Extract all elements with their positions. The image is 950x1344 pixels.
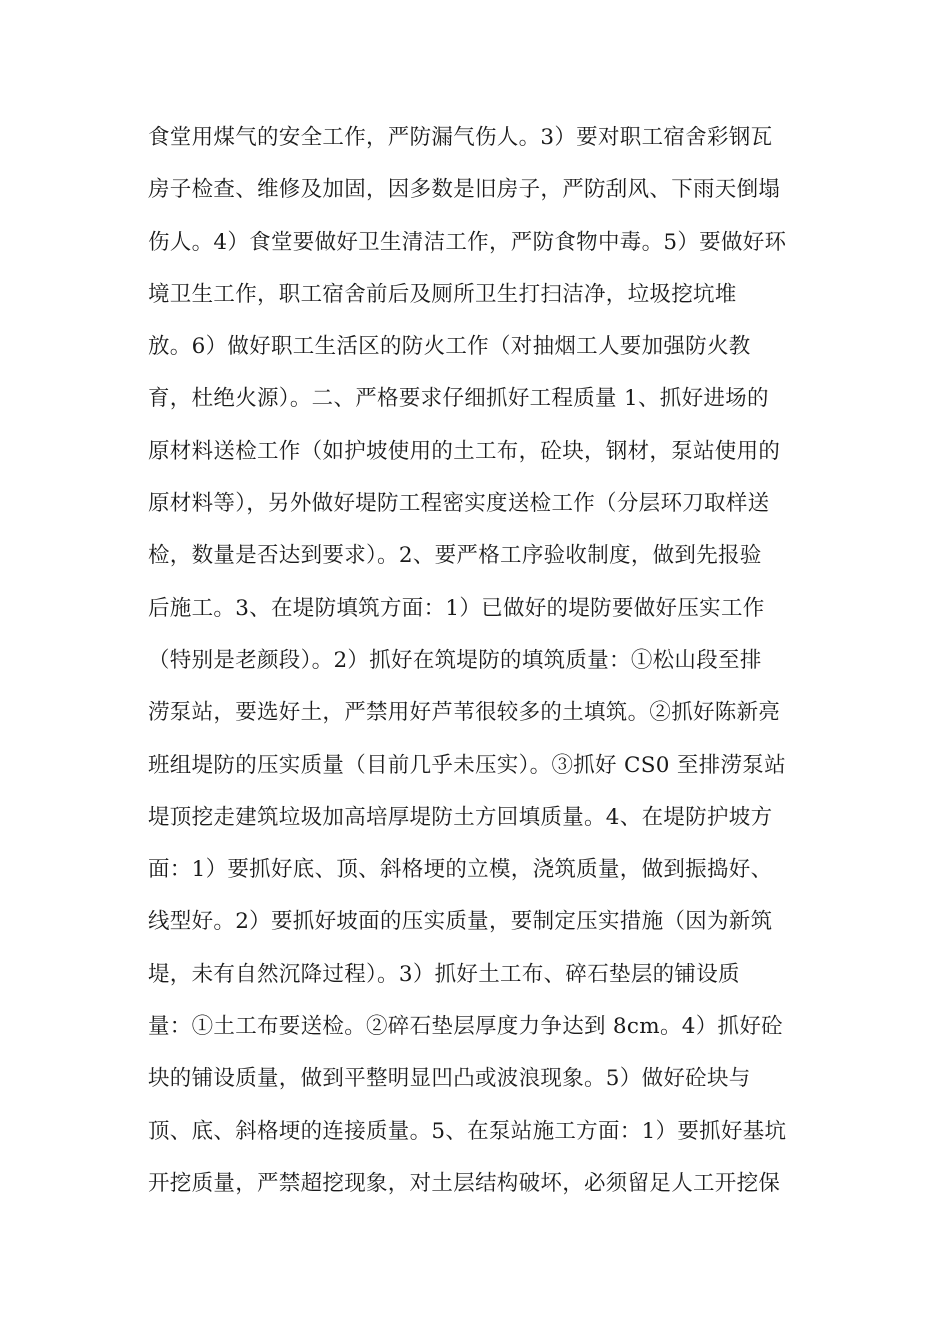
text-line-12: 涝泵站，要选好土，严禁用好芦苇很较多的土填筑。②抓好陈新亮	[148, 700, 781, 726]
text-line-17: 堤，未有自然沉降过程）。3）抓好土工布、碎石垫层的铺设质	[148, 961, 740, 987]
text-line-21: 开挖质量，严禁超挖现象，对土层结构破坏，必须留足人工开挖保	[148, 1170, 781, 1196]
body-text	[148, 112, 808, 1210]
text-line-18: 量：①土工布要送检。②碎石垫层厚度力争达到 8cm。4）抓好砼	[148, 1014, 783, 1040]
text-line-4: 境卫生工作，职工宿舍前后及厕所卫生打扫洁净，垃圾挖坑堆	[148, 281, 737, 307]
text-line-13: 班组堤防的压实质量（目前几乎未压实）。③抓好 CS0 至排涝泵站	[148, 752, 786, 778]
text-line-9: 检，数量是否达到要求）。2、要严格工序验收制度，做到先报验	[148, 543, 762, 569]
text-line-3: 伤人。4）食堂要做好卫生清洁工作，严防食物中毒。5）要做好环	[148, 229, 787, 255]
text-line-6: 育，杜绝火源）。二、严格要求仔细抓好工程质量 1、抓好进场的	[148, 386, 769, 412]
text-line-1: 食堂用煤气的安全工作，严防漏气伤人。3）要对职工宿舍彩钢瓦	[148, 125, 773, 150]
text-line-10: 后施工。3、在堤防填筑方面：1）已做好的堤防要做好压实工作	[148, 595, 765, 621]
text-line-5: 放。6）做好职工生活区的防火工作（对抽烟工人要加强防火教	[148, 334, 751, 360]
text-line-20: 顶、底、斜格埂的连接质量。5、在泵站施工方面：1）要抓好基坑	[148, 1118, 787, 1144]
text-line-19: 块的铺设质量，做到平整明显凹凸或波浪现象。5）做好砼块与	[148, 1066, 751, 1092]
text-line-7: 原材料送检工作（如护坡使用的土工布，砼块，钢材，泵站使用的	[148, 438, 781, 464]
text-line-8: 原材料等），另外做好堤防工程密实度送检工作（分层环刀取样送	[148, 491, 770, 517]
text-line-15: 面：1）要抓好底、顶、斜格埂的立模，浇筑质量，做到振捣好、	[148, 857, 773, 883]
text-line-14: 堤顶挖走建筑垃圾加高培厚堤防土方回填质量。4、在堤防护坡方	[148, 804, 773, 830]
text-line-2: 房子检查、维修及加固，因多数是旧房子，严防刮风、下雨天倒塌	[148, 177, 781, 203]
text-line-16: 线型好。2）要抓好坡面的压实质量，要制定压实措施（因为新筑	[148, 909, 773, 935]
text-line-11: （特别是老颜段）。2）抓好在筑堤防的填筑质量：①松山段至排	[148, 647, 762, 673]
